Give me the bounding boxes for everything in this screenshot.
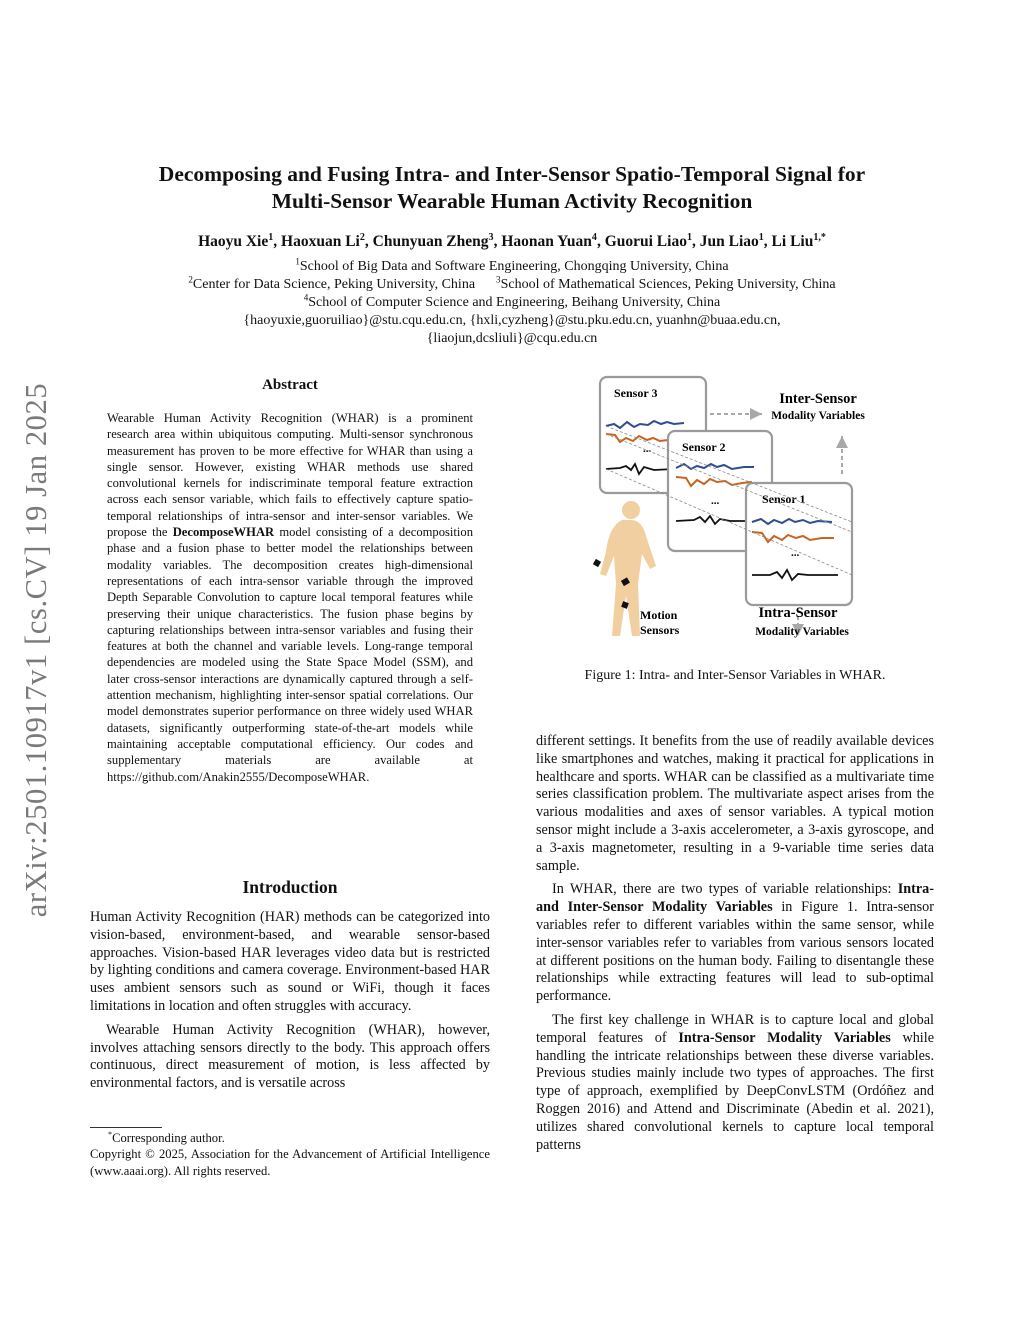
author-affiliation-mark: 3 — [488, 231, 494, 243]
affiliation-line — [80, 294, 944, 312]
email-line: {haoyuxie,guoruiliao}@stu.cqu.edu.cn, {hxli,cyzheng}@stu.pku.edu.cn, yuanhn@buaa.edu.cn, — [243, 313, 781, 328]
author-list: Haoyu Xie$^1$, Haoxuan Li$^2$, Chunyuan Zheng$^3$, Haonan Yuan$^4$, Guorui Liao$^1$, Jun Liao$^1$, Li Liu$^{1,*}$ — [198, 231, 826, 250]
paragraph-part: In WHAR, there are two types of variable relationships: — [552, 881, 898, 898]
figure-1-caption: Figure 1: Intra- and Inter-Sensor Variables in WHAR. — [584, 668, 886, 683]
figure-1 — [586, 374, 886, 644]
author-name: Guorui Liao — [604, 233, 687, 250]
inter-sensor-title: Inter-Sensor — [779, 391, 857, 407]
affiliation-mark: 3 — [496, 274, 501, 285]
figure-1-diagram — [586, 374, 886, 644]
arxiv-identifier: arXiv:2501.10917v1 [cs.CV] 19 Jan 2025 — [19, 382, 53, 918]
author-name: Haonan Yuan — [501, 233, 592, 250]
wrist-sensor-marker — [593, 559, 601, 567]
sensor-1-ellipsis: ... — [791, 547, 800, 559]
title-line-2: Multi-Sensor Wearable Human Activity Recognition — [271, 189, 753, 213]
right-column-body — [536, 733, 934, 1154]
affiliation-text: School of Mathematical Sciences, Peking University, China — [500, 277, 836, 292]
abstract-text-part: Wearable Human Activity Recognition (WHAR) is a prominent research area within ubiquitous computing. Multi-sensor synchronous measurement has proven to be more effective for WHAR than using a single sensor. However, existing WHAR methods use shared convolutional kernels for indiscriminate temporal feature extraction across each sensor variable, which fails to effectively capture spatio-temporal relationships of intra-sensor and inter-sensor variables. We propose the — [107, 411, 473, 540]
paragraph: Human Activity Recognition (HAR) methods can be categorized into vision-based, environment-based, and wearable sensor-based approaches. Vision-based HAR leverages video data but is restricted by lighting conditions and camera coverage. Environment-based HAR uses ambient sensors such as sound or WiFi, though it faces limitations in location and often struggles with accuracy. — [90, 909, 490, 1014]
author-name: Haoyu Xie — [198, 233, 269, 250]
sensor-1-label: Sensor 1 — [762, 492, 806, 506]
paragraph: different settings. It benefits from the use of readily available devices like smartphones and watches, making it practical for applications in healthcare and sports. WHAR can be classified as a multivariate time series classification problem. The multivariate aspect arises from the various modalities and axes of sensor variables. A typical motion sensor might include a 3-axis accelerometer, a 3-axis gyroscope, and a 3-axis magnetometer, resulting in a 9-variable time series data sample. — [536, 733, 934, 874]
author-affiliation-mark: 1 — [268, 231, 274, 243]
author-name: Li Liu — [771, 233, 814, 250]
paper-title — [80, 161, 944, 215]
abstract-text-part: model consisting of a decomposition phase and a fusion phase to better model the relationships between modality variables. The decomposition creates high-dimensional representations of each intra-sensor variable through the improved Depth Separable Convolution to capture local temporal features while preserving their unique characteristics. The fusion phase begins by capturing relationships between intra-sensor variables and fusing their features at both the channel and variable levels. Long-range temporal dependencies are modeled using the State Space Model (SSM), and later cross-sensor interactions are dynamically captured through a self-attention mechanism, highlighting inter-sensor spatial correlations. Our model demonstrates superior performance on three widely used WHAR datasets, significantly outperforming state-of-the-art models while maintaining acceptable computational efficiency. Our codes and supplementary materials are available at https://github.com/Anakin2555/DecomposeWHAR. — [107, 525, 474, 784]
copyright-notice: Copyright © 2025, Association for the Advancement of Artificial Intelligence (www.aaai.org). All rights reserved. — [90, 1147, 490, 1178]
bold-term: Intra-Sensor Modality Variables — [678, 1029, 891, 1046]
affiliation-line — [80, 258, 944, 276]
sensor-2-ellipsis: ... — [711, 495, 720, 507]
left-column-body — [90, 909, 490, 1093]
affiliation-mark: 2 — [188, 274, 193, 285]
intra-sensor-subtitle: Modality Variables — [755, 626, 849, 638]
introduction-heading: Introduction — [242, 877, 338, 897]
paragraph — [536, 881, 934, 1006]
paragraph — [536, 1012, 934, 1154]
paragraph-part: The first key challenge in WHAR is to capture local and global temporal features of — [536, 1011, 934, 1046]
affiliation-mark: 1 — [295, 256, 300, 267]
footnote-divider — [90, 1127, 162, 1128]
affiliations — [80, 258, 944, 348]
abstract-heading: Abstract — [262, 377, 318, 393]
motion-label: Motion — [640, 608, 678, 622]
author-affiliation-mark: 2 — [359, 231, 365, 243]
paragraph-part: while handling the intricate relationships between these diverse variables. Previous studies mainly include two types of approaches. The first type of approach, exemplified by DeepConvLSTM (Ordóñez and Roggen 2016) and Attend and Discriminate (Abedin et al. 2021), utilizes shared convolutional kernels to capture local temporal patterns — [536, 1029, 934, 1153]
footnote-mark: * — [108, 1129, 113, 1139]
sensor-2-label: Sensor 2 — [682, 440, 726, 454]
author-name: Chunyuan Zheng — [372, 233, 489, 250]
sensor-3-label: Sensor 3 — [614, 386, 658, 400]
author-affiliation-mark: 1 — [686, 231, 692, 243]
sensor-3-ellipsis: ... — [643, 443, 652, 455]
intra-sensor-title: Intra-Sensor — [758, 605, 838, 621]
affiliation-text: School of Computer Science and Engineering, Beihang University, China — [308, 295, 721, 310]
affiliation-text: School of Big Data and Software Engineering, Chongqing University, China — [299, 259, 729, 274]
paragraph-part: in Figure 1. Intra-sensor variables refer to different variables within the same sensor, while inter-sensor variables refer to variables from various sensors located at different positions on the human body. Failing to disentangle these relationships while extracting features will lead to sub-optimal performance. — [536, 899, 934, 1005]
corresponding-text: Corresponding author. — [112, 1131, 225, 1145]
footnote — [90, 1130, 490, 1179]
author-name: Jun Liao — [699, 233, 759, 250]
model-name: DecomposeWHAR — [172, 525, 275, 540]
author-affiliation-mark: 1,* — [813, 231, 826, 243]
abstract-text — [107, 410, 473, 785]
author-affiliation-mark: 1 — [758, 231, 764, 243]
sensors-label: Sensors — [640, 623, 680, 637]
inter-sensor-subtitle: Modality Variables — [771, 410, 865, 422]
author-name: Haoxuan Li — [281, 233, 360, 250]
bold-term: Intra- and Inter-Sensor Modality Variables — [536, 881, 934, 916]
email-line: {liaojun,dcsliuli}@cqu.edu.cn — [426, 331, 598, 346]
corresponding-note — [90, 1130, 490, 1146]
paragraph: Wearable Human Activity Recognition (WHAR), however, involves attaching sensors directly to the body. This approach offers continuous, direct measurement of motion, is less affected by environmental factors, and is versatile across — [90, 1021, 490, 1092]
author-affiliation-mark: 4 — [591, 231, 597, 243]
affiliation-line — [80, 276, 944, 294]
affiliation-mark: 4 — [303, 292, 309, 303]
affiliation-text: Center for Data Science, Peking University, China — [192, 277, 476, 292]
title-line-1: Decomposing and Fusing Intra- and Inter-Sensor Spatio-Temporal Signal for — [158, 162, 866, 186]
